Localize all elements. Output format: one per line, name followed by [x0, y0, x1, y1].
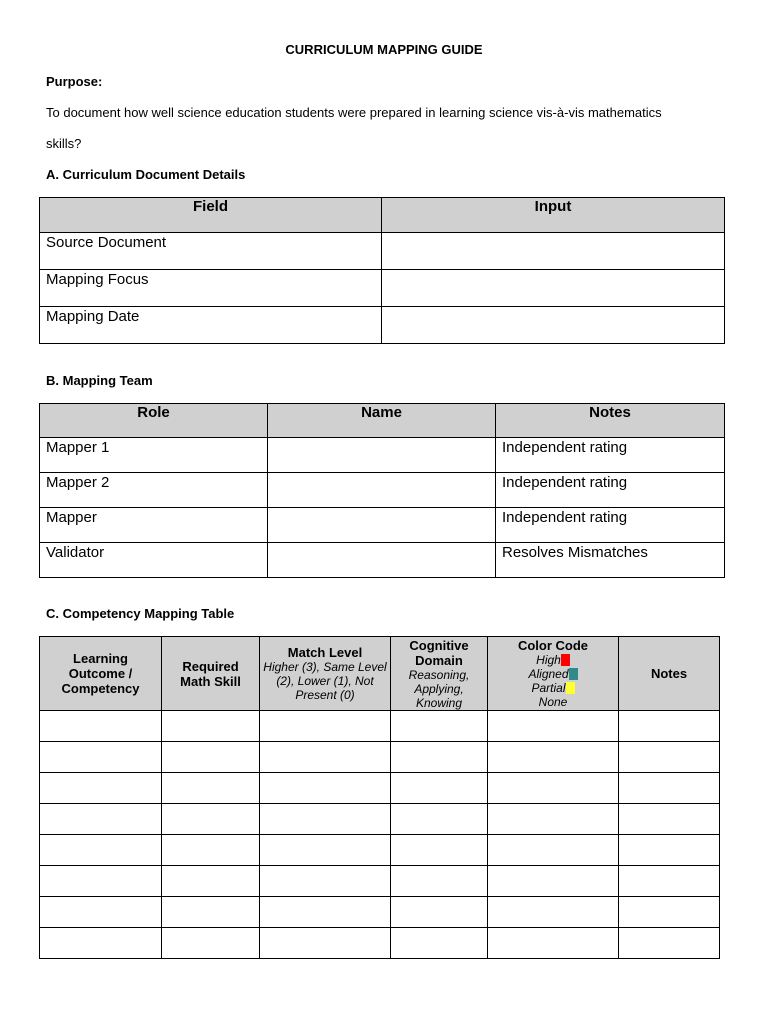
table-cell[interactable] — [40, 928, 162, 959]
table-cell[interactable] — [619, 866, 720, 897]
role-cell: Mapper 1 — [40, 438, 268, 473]
name-cell[interactable] — [268, 438, 496, 473]
notes-cell: Independent rating — [496, 473, 725, 508]
header-field: Field — [40, 198, 382, 233]
table-cell[interactable] — [391, 773, 488, 804]
table-cell[interactable] — [488, 804, 619, 835]
section-b-heading: B. Mapping Team — [46, 373, 153, 388]
field-label: Mapping Date — [40, 307, 382, 344]
table-cell[interactable] — [391, 897, 488, 928]
header-role: Role — [40, 404, 268, 438]
table-row — [40, 438, 725, 473]
table-cell[interactable] — [162, 866, 260, 897]
notes-cell: Independent rating — [496, 508, 725, 543]
table-cell[interactable] — [162, 928, 260, 959]
curriculum-document-details-table — [39, 197, 725, 344]
table-cell[interactable] — [619, 773, 720, 804]
table-row — [40, 742, 720, 773]
table-row — [40, 233, 725, 270]
red-swatch-icon — [561, 654, 570, 666]
table-row — [40, 773, 720, 804]
match-level-title: Match Level — [287, 645, 363, 660]
yellow-swatch-icon — [566, 682, 575, 694]
header-notes: Notes — [619, 637, 720, 711]
table-row — [40, 543, 725, 578]
name-cell[interactable] — [268, 473, 496, 508]
header-input: Input — [382, 198, 725, 233]
table-row — [40, 307, 725, 344]
section-a-heading: A. Curriculum Document Details — [46, 167, 246, 182]
table-cell[interactable] — [162, 804, 260, 835]
color-code-title: Color Code — [517, 638, 589, 653]
table-row — [40, 270, 725, 307]
table-cell[interactable] — [40, 866, 162, 897]
purpose-text-line1: To document how well science education students were prepared in learning science vis-à-vis mathematics — [46, 105, 662, 120]
table-cell[interactable] — [162, 711, 260, 742]
cognitive-domain-title: Cognitive Domain — [409, 637, 469, 668]
table-cell[interactable] — [260, 928, 391, 959]
color-label-high: High — [536, 653, 561, 667]
table-row — [40, 928, 720, 959]
header-match-level — [260, 637, 391, 711]
header-name: Name — [268, 404, 496, 438]
table-cell[interactable] — [260, 804, 391, 835]
color-label-none: None — [538, 695, 568, 709]
table-cell[interactable] — [40, 711, 162, 742]
table-cell[interactable] — [619, 897, 720, 928]
table-cell[interactable] — [162, 742, 260, 773]
table-cell[interactable] — [488, 897, 619, 928]
table-cell[interactable] — [260, 897, 391, 928]
role-cell: Mapper 2 — [40, 473, 268, 508]
table-cell[interactable] — [40, 773, 162, 804]
section-c-heading: C. Competency Mapping Table — [46, 606, 235, 621]
table-cell[interactable] — [162, 897, 260, 928]
table-cell[interactable] — [488, 773, 619, 804]
name-cell[interactable] — [268, 543, 496, 578]
match-level-scale: Higher (3), Same Level (2), Lower (1), Not Present (0) — [263, 660, 387, 702]
table-row — [40, 804, 720, 835]
input-cell[interactable] — [382, 270, 725, 307]
table-cell[interactable] — [619, 928, 720, 959]
table-cell[interactable] — [40, 804, 162, 835]
table-cell[interactable] — [391, 742, 488, 773]
table-cell[interactable] — [391, 711, 488, 742]
page-title: CURRICULUM MAPPING GUIDE — [285, 42, 483, 57]
role-cell: Validator — [40, 543, 268, 578]
table-row — [40, 508, 725, 543]
header-color-code — [488, 637, 619, 711]
table-cell[interactable] — [619, 711, 720, 742]
mapping-team-table — [39, 403, 725, 578]
field-label: Mapping Focus — [40, 270, 382, 307]
table-row — [40, 897, 720, 928]
field-label: Source Document — [40, 233, 382, 270]
input-cell[interactable] — [382, 307, 725, 344]
table-cell[interactable] — [260, 773, 391, 804]
header-notes: Notes — [496, 404, 725, 438]
table-cell[interactable] — [619, 804, 720, 835]
table-cell[interactable] — [391, 928, 488, 959]
table-cell[interactable] — [391, 866, 488, 897]
notes-cell: Resolves Mismatches — [496, 543, 725, 578]
table-cell[interactable] — [162, 773, 260, 804]
table-cell[interactable] — [260, 711, 391, 742]
table-cell[interactable] — [40, 835, 162, 866]
header-cognitive-domain — [391, 637, 488, 711]
table-cell[interactable] — [162, 835, 260, 866]
cognitive-domain-levels: Reasoning, Applying, Knowing — [408, 667, 470, 710]
table-cell[interactable] — [40, 742, 162, 773]
table-cell[interactable] — [391, 804, 488, 835]
table-cell[interactable] — [260, 866, 391, 897]
role-cell: Mapper — [40, 508, 268, 543]
notes-cell: Independent rating — [496, 438, 725, 473]
header-learning-outcome: Learning Outcome / Competency — [40, 637, 162, 711]
table-cell[interactable] — [40, 897, 162, 928]
teal-swatch-icon — [569, 668, 578, 680]
table-cell[interactable] — [619, 742, 720, 773]
table-cell[interactable] — [619, 835, 720, 866]
color-legend-partial — [488, 681, 618, 695]
table-cell[interactable] — [488, 928, 619, 959]
table-row — [40, 473, 725, 508]
name-cell[interactable] — [268, 508, 496, 543]
table-row — [40, 835, 720, 866]
input-cell[interactable] — [382, 233, 725, 270]
table-cell[interactable] — [488, 835, 619, 866]
purpose-heading: Purpose: — [46, 74, 103, 89]
table-cell[interactable] — [488, 866, 619, 897]
table-cell[interactable] — [488, 742, 619, 773]
color-label-partial: Partial — [531, 681, 566, 695]
color-legend-none — [488, 695, 618, 709]
table-cell[interactable] — [260, 742, 391, 773]
table-cell[interactable] — [260, 835, 391, 866]
color-legend-high — [488, 653, 618, 667]
competency-mapping-table — [39, 636, 720, 959]
table-cell[interactable] — [391, 835, 488, 866]
color-legend-aligned — [488, 667, 618, 681]
table-cell[interactable] — [488, 711, 619, 742]
purpose-text-line2: skills? — [46, 136, 82, 151]
color-label-aligned: Aligned — [528, 667, 569, 681]
header-math-skill: Required Math Skill — [162, 637, 260, 711]
table-row — [40, 866, 720, 897]
table-row — [40, 711, 720, 742]
